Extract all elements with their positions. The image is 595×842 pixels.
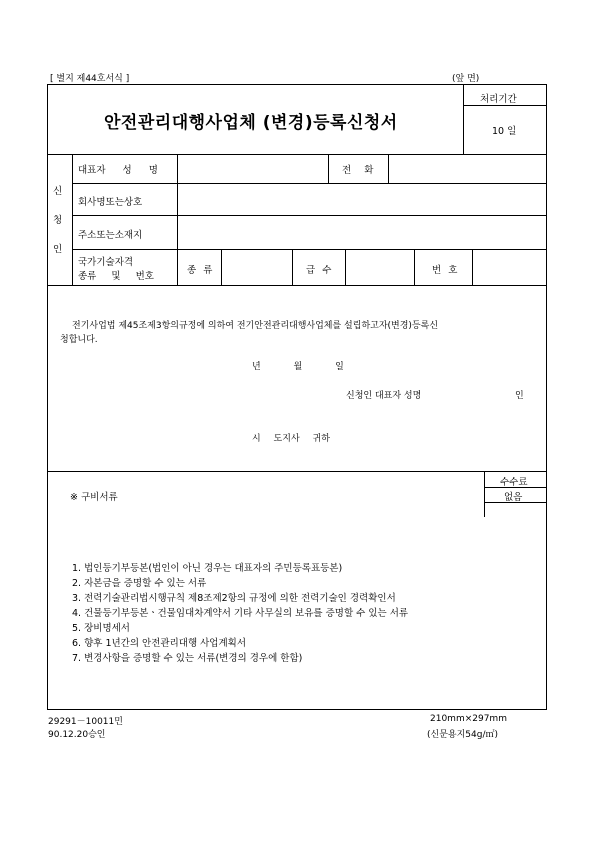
- recipient: 시 도지사 귀하: [252, 434, 330, 444]
- statement-line-1: 전기사업법 제45조제3항의규정에 의하여 전기안전관리대행사업체를 설립하고자(변경)등록신: [72, 321, 439, 331]
- processing-period-label: 처리기간: [480, 94, 517, 105]
- required-doc-item: 6. 향후 1년간의 안전관리대행 사업계획서: [72, 638, 247, 649]
- required-doc-item: 2. 자본금을 증명할 수 있는 서류: [72, 578, 207, 589]
- footer-paper-size: 210mm×297mm: [430, 714, 507, 724]
- license-number-field[interactable]: [475, 252, 543, 283]
- required-docs-heading: ※ 구비서류: [70, 492, 118, 503]
- statement-date: 년 월 일: [252, 362, 344, 372]
- phone-field[interactable]: [391, 156, 543, 181]
- license-kind-field[interactable]: [224, 252, 290, 283]
- rep-name-label: 대표자 성 명: [78, 165, 158, 176]
- license-label-line1: 국가기술자격: [78, 257, 134, 268]
- license-grade-label: 급 수: [306, 265, 332, 276]
- applicant-side-char-1: 신: [53, 186, 63, 197]
- statement-line-2: 청합니다.: [60, 335, 98, 345]
- address-label: 주소또는소재지: [78, 230, 143, 241]
- address-field[interactable]: [180, 218, 543, 247]
- footer-code: 29291－10011민: [48, 717, 123, 727]
- processing-period-value: 10 일: [492, 126, 517, 137]
- footer-approval: 90.12.20승인: [48, 730, 106, 740]
- required-doc-item: 3. 전력기술관리법시행규칙 제8조제2항의 규정에 의한 전력기술인 경력확인서: [72, 593, 396, 604]
- seal-mark: 인: [515, 391, 524, 401]
- applicant-side-char-3: 인: [53, 244, 63, 255]
- license-grade-field[interactable]: [348, 252, 412, 283]
- fee-value: 없음: [504, 492, 523, 503]
- license-label-line2: 종류 및 번호: [78, 271, 154, 282]
- company-label: 회사명또는상호: [78, 197, 143, 208]
- required-doc-item: 1. 법인등기부등본(법인이 아닌 경우는 대표자의 주민등록표등본): [72, 563, 343, 574]
- required-doc-item: 5. 장비명세서: [72, 623, 130, 634]
- signer-label: 신청인 대표자 성명: [346, 391, 422, 401]
- form-number: [ 별지 제44호서식 ]: [50, 74, 130, 84]
- license-kind-label: 종 류: [187, 265, 213, 276]
- company-field[interactable]: [180, 186, 543, 213]
- fee-label: 수수료: [500, 477, 528, 488]
- rep-name-field[interactable]: [180, 156, 326, 181]
- phone-label: 전 화: [342, 165, 374, 176]
- form-title: 안전관리대행사업체 (변경)등록신청서: [104, 113, 398, 133]
- required-doc-item: 4. 건물등기부등본ㆍ건물임대차계약서 기타 사무실의 보유를 증명할 수 있는 서류: [72, 608, 409, 619]
- page-side-label: (앞 면): [452, 74, 480, 84]
- footer-paper-type: (신문용지54g/㎡): [427, 730, 498, 740]
- applicant-side-char-2: 청: [53, 215, 63, 226]
- license-number-label: 번 호: [432, 265, 458, 276]
- required-doc-item: 7. 변경사항을 증명할 수 있는 서류(변경의 경우에 한함): [72, 653, 303, 664]
